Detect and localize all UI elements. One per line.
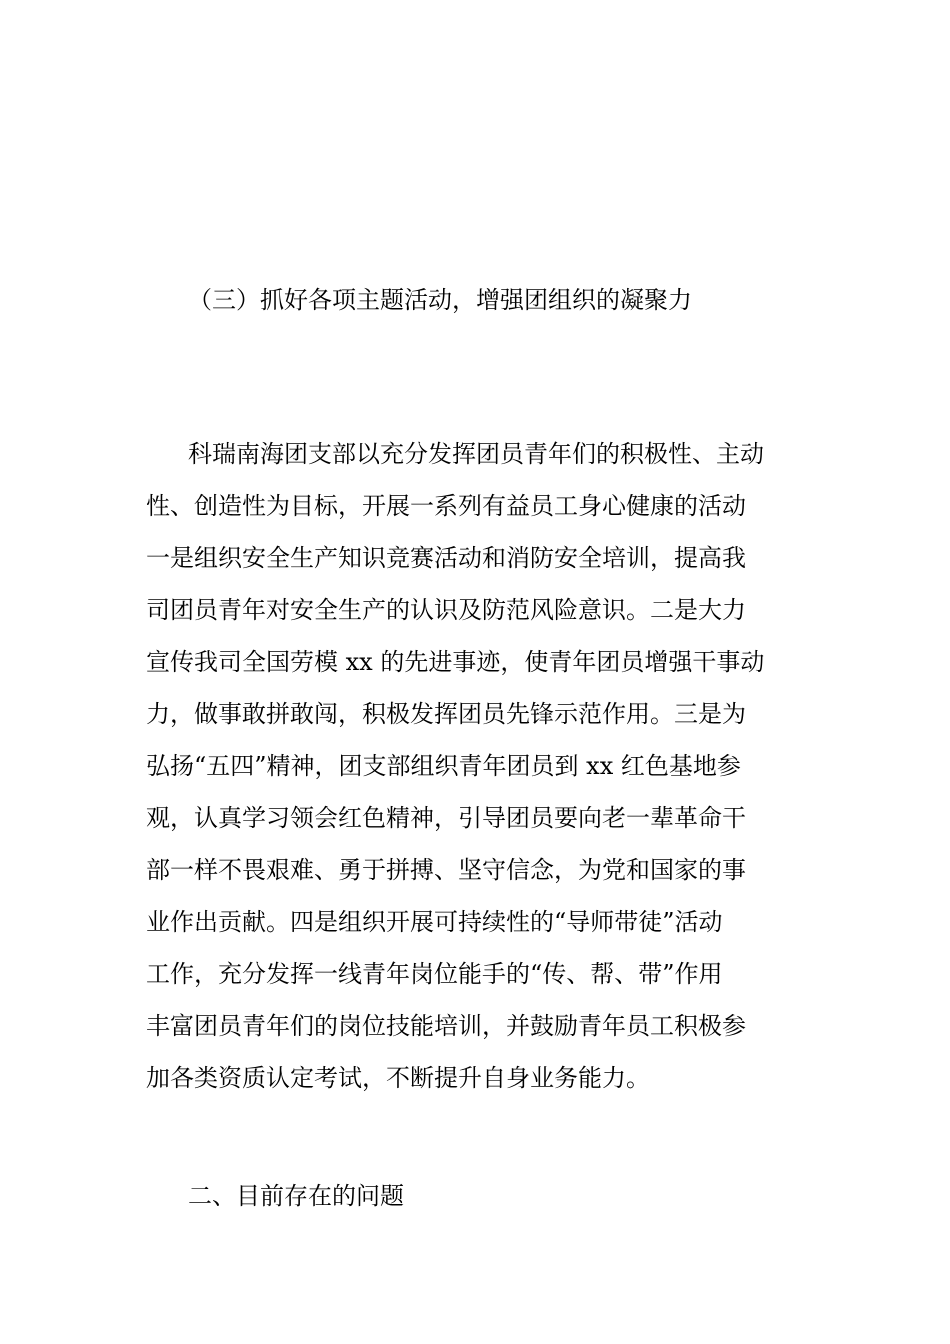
- subheading: （三）抓好各项主题活动，增强团组织的凝聚力: [188, 286, 692, 314]
- paragraph-line: 一是组织安全生产知识竞赛活动和消防安全培训，提高我: [146, 544, 746, 572]
- paragraph-line: 加各类资质认定考试，不断提升自身业务能力。: [146, 1064, 650, 1092]
- paragraph-line: 部一样不畏艰难、勇于拼搏、坚守信念，为党和国家的事: [146, 856, 746, 884]
- paragraph-line: 丰富团员青年们的岗位技能培训，并鼓励青年员工积极参: [146, 1012, 746, 1040]
- body-paragraph: [146, 428, 806, 1104]
- paragraph-line: 业作出贡献。四是组织开展可持续性的“导师带徒”活动: [146, 908, 723, 936]
- paragraph-line: 性、创造性为目标，开展一系列有益员工身心健康的活动: [146, 492, 746, 520]
- paragraph-line: 司团员青年对安全生产的认识及防范风险意识。二是大力: [146, 596, 746, 624]
- paragraph-line: 工作，充分发挥一线青年岗位能手的“传、帮、带”作用: [146, 960, 723, 988]
- paragraph-line: 科瑞南海团支部以充分发挥团员青年们的积极性、主动: [188, 440, 764, 468]
- paragraph-line: 观，认真学习领会红色精神，引导团员要向老一辈革命干: [146, 804, 746, 832]
- paragraph-line: 弘扬“五四”精神，团支部组织青年团员到 xx 红色基地参: [146, 752, 741, 780]
- paragraph-line: 宣传我司全国劳模 xx 的先进事迹，使青年团员增强干事动: [146, 648, 765, 676]
- section-heading: 二、目前存在的问题: [188, 1182, 404, 1210]
- paragraph-line: 力，做事敢拼敢闯，积极发挥团员先锋示范作用。三是为: [146, 700, 746, 728]
